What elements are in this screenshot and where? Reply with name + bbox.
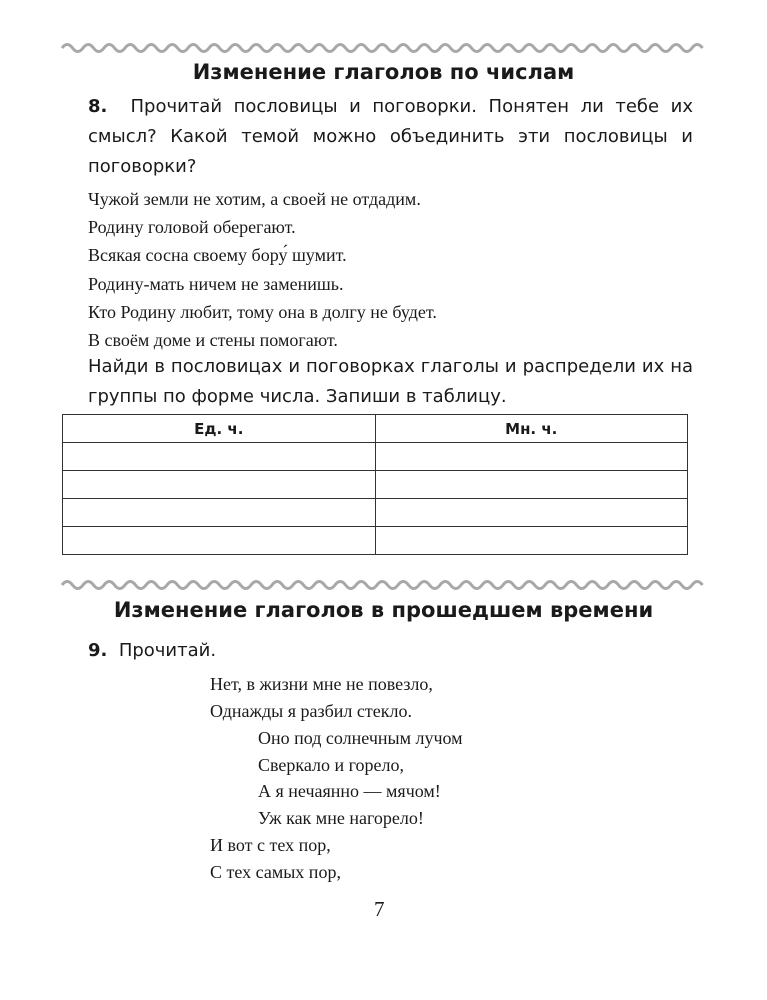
task-8-instruction: Найди в пословицах и поговорках глаголы и распредели их на группы по форме числа. Запиши в таблицу. bbox=[88, 356, 693, 407]
task-8-number: 8. bbox=[88, 96, 108, 117]
answer-table bbox=[62, 414, 688, 555]
answer-cell[interactable] bbox=[375, 471, 688, 499]
poem-line: И вот с тех пор, bbox=[210, 835, 331, 855]
proverb: Родину-мать ничем не заменишь. bbox=[88, 274, 344, 294]
proverb: Кто Родину любит, тому она в долгу не будет. bbox=[88, 302, 437, 322]
task-9-prompt: Прочитай. bbox=[118, 640, 217, 661]
answer-cell[interactable] bbox=[63, 471, 376, 499]
poem-line: Уж как мне нагорело! bbox=[258, 808, 424, 828]
wave-line bbox=[62, 582, 703, 589]
wave-line bbox=[62, 45, 703, 52]
table-row bbox=[63, 527, 688, 555]
answer-cell[interactable] bbox=[63, 499, 376, 527]
answer-cell[interactable] bbox=[63, 527, 376, 555]
task-8-prompt: Прочитай пословицы и поговорки. Понятен ли тебе их смысл? Какой темой можно объединить эти пословицы и поговорки? bbox=[88, 96, 693, 177]
poem-line: Нет, в жизни мне не повезло, bbox=[210, 674, 433, 694]
proverb: Всякая сосна своему бору́ шумит. bbox=[88, 245, 347, 265]
table-row bbox=[63, 499, 688, 527]
answer-cell[interactable] bbox=[375, 443, 688, 471]
task-9-number: 9. bbox=[88, 640, 108, 661]
task-8-text bbox=[88, 92, 693, 182]
poem-line: Однажды я разбил стекло. bbox=[210, 701, 412, 721]
poem-line: А я нечаянно — мячом! bbox=[258, 781, 441, 801]
wavy-divider-top bbox=[0, 38, 767, 58]
answer-cell[interactable] bbox=[375, 499, 688, 527]
proverb: Родину головой оберегают. bbox=[88, 217, 296, 237]
poem-line: Оно под солнечным лучом bbox=[258, 728, 463, 748]
table-row bbox=[63, 471, 688, 499]
section-title-numbers: Изменение глаголов по числам bbox=[192, 60, 575, 84]
table-row bbox=[63, 443, 688, 471]
answer-cell[interactable] bbox=[63, 443, 376, 471]
column-header-plural: Мн. ч. bbox=[375, 415, 688, 443]
poem-line: С тех самых пор, bbox=[210, 862, 341, 882]
section-title-past-tense: Изменение глаголов в прошедшем времени bbox=[113, 598, 654, 622]
proverb: Чужой земли не хотим, а своей не отдадим. bbox=[88, 189, 421, 209]
column-header-singular: Ед. ч. bbox=[63, 415, 376, 443]
answer-cell[interactable] bbox=[375, 527, 688, 555]
poem-line: Сверкало и горело, bbox=[258, 755, 405, 775]
wavy-divider-middle bbox=[0, 575, 767, 595]
task-9-text bbox=[88, 640, 216, 661]
proverb: В своём доме и стены помогают. bbox=[88, 330, 338, 350]
page-number: 7 bbox=[374, 897, 385, 921]
